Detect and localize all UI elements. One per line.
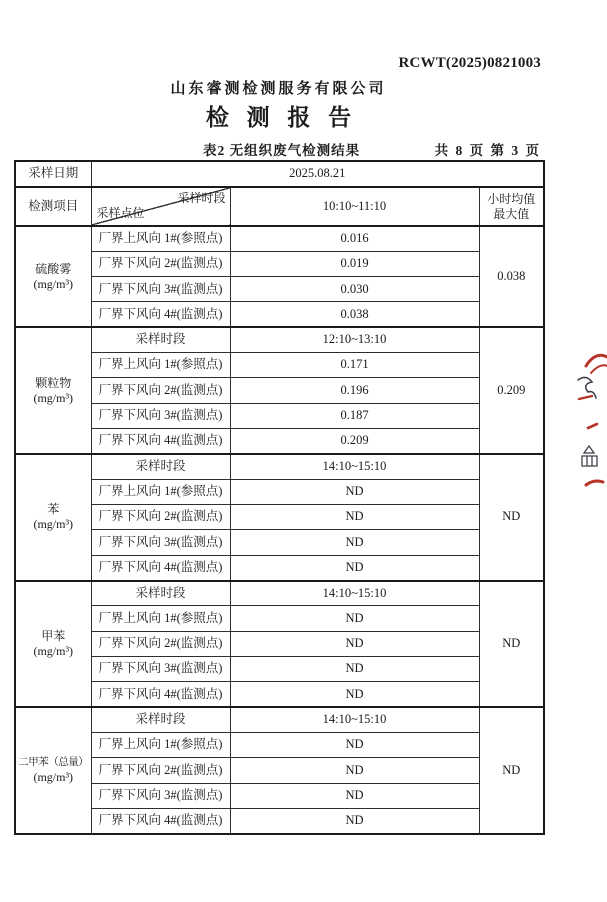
- sampling-date-label: 采样日期: [15, 161, 91, 187]
- sampling-point: 厂界下风向 3#(监测点): [91, 277, 230, 302]
- table-row: [15, 505, 544, 530]
- pollutant-name: 甲苯: [41, 628, 66, 643]
- table-row: [15, 606, 544, 631]
- sampling-point: 厂界上风向 1#(参照点): [91, 606, 230, 631]
- table-row: [15, 161, 544, 187]
- sampling-point: 厂界下风向 2#(监测点): [91, 758, 230, 783]
- table-row: [15, 758, 544, 783]
- period-label: 采样时段: [91, 454, 230, 479]
- sampling-point: 厂界下风向 4#(监测点): [91, 682, 230, 707]
- result-value: ND: [230, 733, 479, 758]
- pollutant-name: 二甲苯（总量）: [18, 757, 89, 769]
- table-caption: 表2 无组织废气检测结果: [203, 143, 361, 158]
- period-value: 12:10~13:10: [230, 327, 479, 352]
- sampling-point: 厂界上风向 1#(参照点): [91, 479, 230, 504]
- table-row: [15, 733, 544, 758]
- diagonal-top-label: 采样时段: [177, 191, 226, 205]
- max-value: ND: [479, 581, 544, 708]
- diagonal-bottom-label: 采样点位: [96, 206, 145, 220]
- table-row: [15, 809, 544, 834]
- pollutant-name: 苯: [47, 502, 60, 517]
- period-value: 14:10~15:10: [230, 454, 479, 479]
- sampling-point: 厂界下风向 4#(监测点): [91, 809, 230, 834]
- max-value: ND: [479, 454, 544, 581]
- max-value: 0.038: [479, 226, 544, 327]
- period-label: 采样时段: [91, 707, 230, 732]
- sampling-point: 厂界上风向 1#(参照点): [91, 733, 230, 758]
- result-value: ND: [230, 657, 479, 682]
- sampling-point: 厂界下风向 4#(监测点): [91, 555, 230, 580]
- table-header-row: [15, 187, 544, 226]
- sampling-point: 厂界下风向 3#(监测点): [91, 783, 230, 808]
- table-row: [15, 226, 544, 251]
- max-value: 0.209: [479, 327, 544, 454]
- pollutant-cell: [15, 454, 91, 581]
- sampling-point: 厂界下风向 2#(监测点): [91, 251, 230, 276]
- result-value: 0.038: [230, 302, 479, 327]
- table-row: [15, 251, 544, 276]
- pollutant-cell: [15, 707, 91, 834]
- pollutant-cell: [15, 327, 91, 454]
- result-value: ND: [230, 606, 479, 631]
- pollutant-unit: (mg/m³): [33, 390, 74, 405]
- table-row: [15, 277, 544, 302]
- page-title: 检 测 报 告: [205, 105, 358, 130]
- result-value: 0.187: [230, 403, 479, 428]
- sampling-point: 厂界下风向 3#(监测点): [91, 657, 230, 682]
- sampling-point: 厂界下风向 2#(监测点): [91, 631, 230, 656]
- result-value: ND: [230, 809, 479, 834]
- table-row: [15, 581, 544, 606]
- max-header-line2: 最大值: [493, 206, 530, 221]
- period-value: 14:10~15:10: [230, 581, 479, 606]
- result-value: ND: [230, 682, 479, 707]
- result-value: 0.209: [230, 429, 479, 454]
- pollutant-unit: (mg/m³): [33, 517, 74, 532]
- company-name: 山东睿测检测服务有限公司: [170, 81, 387, 97]
- period-label: 采样时段: [91, 327, 230, 352]
- result-value: 0.171: [230, 353, 479, 378]
- result-value: ND: [230, 530, 479, 555]
- table-row: [15, 302, 544, 327]
- period-label: 采样时段: [91, 581, 230, 606]
- header-period: 10:10~11:10: [230, 187, 479, 226]
- pollutant-unit: (mg/m³): [33, 769, 74, 784]
- sampling-date-value: 2025.08.21: [91, 161, 544, 187]
- table-row: [15, 378, 544, 403]
- sampling-point: 厂界下风向 3#(监测点): [91, 403, 230, 428]
- table-row: [15, 327, 544, 352]
- report-number: RCWT(2025)0821003: [398, 55, 541, 71]
- pollutant-cell: [15, 581, 91, 708]
- table-row: [15, 479, 544, 504]
- pollutant-unit: (mg/m³): [33, 276, 74, 291]
- result-value: 0.030: [230, 277, 479, 302]
- table-row: [15, 454, 544, 479]
- sampling-point: 厂界下风向 4#(监测点): [91, 302, 230, 327]
- sampling-point: 厂界下风向 3#(监测点): [91, 530, 230, 555]
- max-value: ND: [479, 707, 544, 834]
- table-row: [15, 631, 544, 656]
- sampling-point: 厂界上风向 1#(参照点): [91, 226, 230, 251]
- sampling-point: 厂界下风向 2#(监测点): [91, 378, 230, 403]
- pollutant-name: 颗粒物: [35, 375, 72, 390]
- table-row: [15, 403, 544, 428]
- pollutant-unit: (mg/m³): [33, 643, 74, 658]
- max-header: [479, 187, 544, 226]
- sampling-point: 厂界下风向 2#(监测点): [91, 505, 230, 530]
- result-value: ND: [230, 479, 479, 504]
- result-value: ND: [230, 783, 479, 808]
- table-row: [15, 429, 544, 454]
- results-table: [14, 160, 545, 835]
- table-row: [15, 657, 544, 682]
- result-value: ND: [230, 631, 479, 656]
- table-row: [15, 682, 544, 707]
- table-row: [15, 783, 544, 808]
- result-value: 0.196: [230, 378, 479, 403]
- item-label: 检测项目: [15, 187, 91, 226]
- table-row: [15, 555, 544, 580]
- result-value: 0.016: [230, 226, 479, 251]
- max-header-line1: 小时均值: [487, 191, 536, 206]
- pollutant-name: 硫酸雾: [35, 261, 72, 276]
- result-value: 0.019: [230, 251, 479, 276]
- table-row: [15, 530, 544, 555]
- stamp-fragments: [570, 348, 607, 493]
- table-row: [15, 707, 544, 732]
- result-value: ND: [230, 505, 479, 530]
- result-value: ND: [230, 555, 479, 580]
- table-row: [15, 353, 544, 378]
- diagonal-header-cell: [91, 187, 230, 226]
- page-info: 共 8 页 第 3 页: [434, 143, 541, 158]
- result-value: ND: [230, 758, 479, 783]
- pollutant-cell: [15, 226, 91, 327]
- period-value: 14:10~15:10: [230, 707, 479, 732]
- sampling-point: 厂界上风向 1#(参照点): [91, 353, 230, 378]
- sampling-point: 厂界下风向 4#(监测点): [91, 429, 230, 454]
